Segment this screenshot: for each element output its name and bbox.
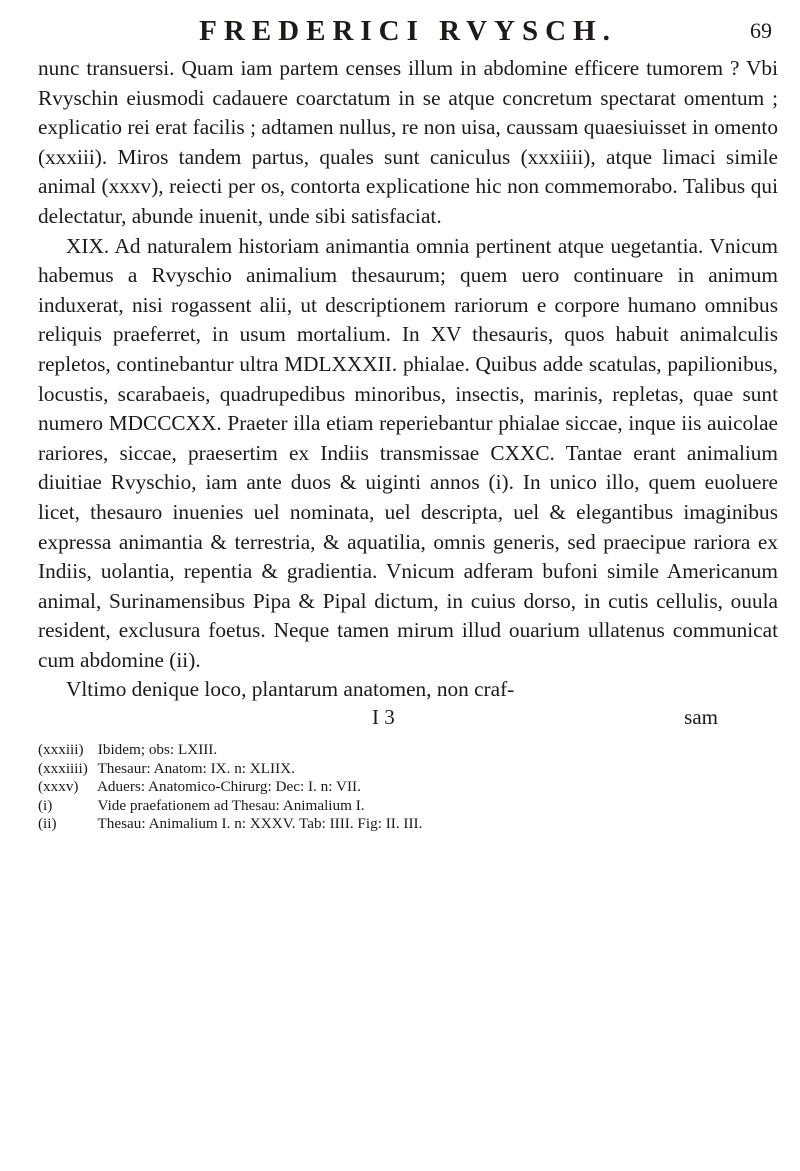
signature-mark: I 3: [372, 705, 395, 730]
footnote-text: Vide praefationem ad Thesau: Animalium I.: [97, 796, 365, 814]
footnote-text: Aduers: Anatomico-Chirurg: Dec: I. n: VII.: [96, 778, 361, 796]
footnote-text: Thesau: Animalium I. n: XXXV. Tab: IIII. Fig: II. III.: [97, 815, 423, 833]
running-head: [38, 14, 778, 48]
paragraph-section-xix: XIX. Ad naturalem historiam animantia omnia pertinent atque uegetantia. Vnicum habemus a Rvyschio animalium thesaurum; quem uero continuare in animum induxerat, nisi rogassent alii, ut descriptionem rariorum e corpore humano omnibus reliquis praeferret, in usum mortalium. In XV thesauris, quos habuit animalculis repletos, continebantur ultra MDLXXXII. phialae. Quibus adde scatulas, papilionibus, locustis, scarabaeis, quadrupedibus minoribus, insectis, marinis, repletas, quae sunt numero MDCCCXX. Praeter illa etiam reperiebantur phialae siccae, inque iis auicolae rariores, siccae, praesertim ex Indiis transmissae CXXC. Tantae erant animalium diuitiae Rvyschio, iam ante duos & uiginti annos (i). In unico illo, quem euoluere licet, thesauro inuenies uel nominata, uel descripta, uel & elegantibus imaginibus expressa animantia & terrestria, & aquatilia, omnis generis, sed praecipue rariora ex Indiis, uolantia, repentia & gradientia. Vnicum adferam bufoni simile Americanum animal, Surinamensibus Pipa & Pipal dictum, in cuius dorso, in cutis cellulis, ouula resident, exclusura foetus. Neque tamen mirum illud ouarium ullatenus communicat cum abdomine (ii).: [38, 233, 778, 672]
footnote: [38, 815, 778, 834]
running-title: FREDERICI RVYSCH.: [199, 15, 617, 47]
footnote-mark: (ii): [38, 815, 57, 833]
paragraph-plant-anatomy: Vltimo denique loco, plantarum anatomen, non craf-: [66, 677, 515, 702]
footnote: [38, 760, 778, 779]
footnote-text: Thesaur: Anatom: IX. n: XLIIX.: [97, 759, 295, 777]
footnote: [38, 778, 778, 797]
page-number: 69: [750, 18, 772, 43]
footnote-mark: (xxxiiii): [38, 759, 88, 777]
footnote: [38, 741, 778, 760]
footnote-mark: (xxxiii): [38, 741, 84, 759]
catchword: sam: [684, 705, 718, 730]
footnote-text: Ibidem; obs: LXIII.: [97, 741, 218, 759]
paragraph-continuation: nunc transuersi. Quam iam partem censes illum in abdomine efficere tumorem ? Vbi Rvyschin eiusmodi cadauere coarctatum in se atque concretum spectarat omentum ; explicatio rei erat facilis ; adtamen nullus, re non uisa, caussam quaesiuisset in omento (xxxiii). Miros tandem partus, quales sunt caniculus (xxxiiii), atque limaci simile animal (xxxv), reiecti per os, contorta explicatione hic non commemorabo. Talibus qui delectatur, abunde inuenit, unde sibi satisfaciat.: [38, 56, 778, 228]
footnotes: [38, 741, 778, 834]
footnote: [38, 797, 778, 816]
body-text: [38, 54, 778, 705]
footnote-mark: (i): [38, 796, 53, 814]
book-page: [38, 14, 778, 1164]
signature-line: [38, 705, 778, 729]
footnote-mark: (xxxv): [38, 778, 79, 796]
